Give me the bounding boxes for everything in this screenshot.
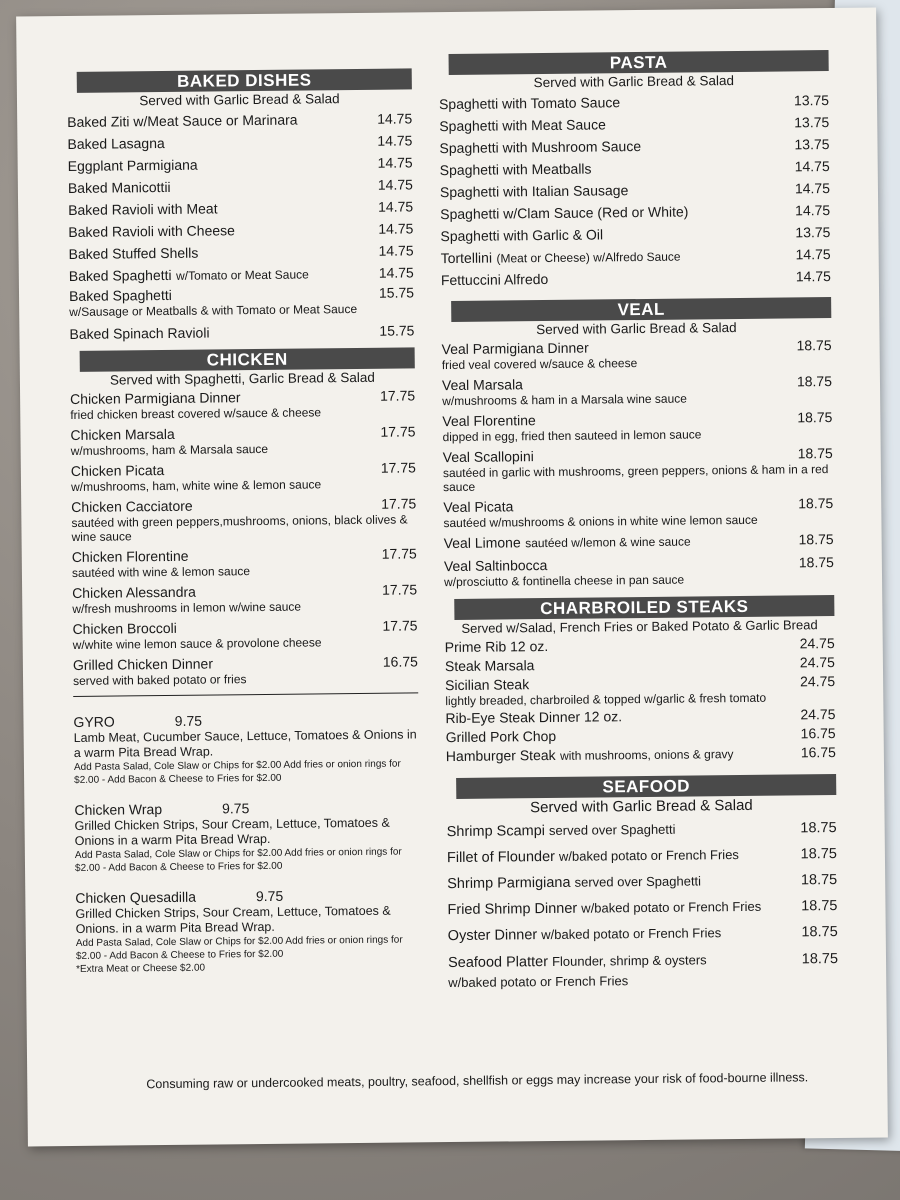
menu-item: Grilled Chicken Dinner 16.75 served with baked potato or fries — [72, 653, 418, 688]
menu-item: Baked Spaghetti 15.75 w/Sausage or Meatballs & with Tomato or Meat Sauce — [68, 284, 415, 319]
menu-item: Chicken Parmigiana Dinner 17.75 fried chicken breast covered w/sauce & cheese — [70, 387, 416, 422]
menu-item: Baked Spinach Ravioli 15.75 — [69, 322, 415, 342]
menu-item: Seafood Platter Flounder, shrimp & oysters w/baked potato or French Fries 18.75 — [447, 950, 839, 991]
menu-item: Sicilian Steak 24.75 lightly breaded, charbroiled & topped w/garlic & fresh tomato — [445, 672, 836, 709]
menu-item: Spaghetti with Italian Sausage 14.75 — [439, 180, 831, 201]
section-divider — [73, 692, 418, 697]
menu-item: Baked Lasagna 14.75 — [67, 132, 413, 153]
menu-item: Veal Parmigiana Dinner 18.75 fried veal covered w/sauce & cheese — [441, 337, 832, 373]
steaks-header: CHARBROILED STEAKS — [454, 595, 834, 620]
menu-item: Fried Shrimp Dinner w/baked potato or French Fries 18.75 — [447, 897, 838, 919]
seafood-list — [447, 815, 839, 993]
menu-item: Spaghetti with Tomato Sauce 13.75 — [438, 92, 830, 113]
pasta-header: PASTA — [449, 50, 829, 75]
steaks-list — [445, 634, 836, 766]
menu-item: GYRO 9.75 Lamb Meat, Cucumber Sauce, Lettuce, Tomatoes & Onions in a warm Pita Bread Wrap. Add Pasta Salad, Cole Slaw or Chips for $2.00 Add fries or onion rings for $2.00 - Add Bacon & Cheese to Fries for $2.00 — [73, 712, 417, 786]
menu-item: Baked Ziti w/Meat Sauce or Marinara 14.75 — [67, 110, 413, 131]
baked-dishes-subtitle: Served with Garlic Bread & Salad — [139, 91, 340, 109]
pasta-subtitle: Served with Garlic Bread & Salad — [533, 73, 735, 91]
baked-dishes-list — [67, 107, 414, 287]
menu-item: Veal Marsala 18.75 w/mushrooms & ham in a Marsala wine sauce — [441, 373, 833, 409]
menu-item: Chicken Wrap 9.75 Grilled Chicken Strips, Sour Cream, Lettuce, Tomatoes & Onions in a warm Pita Bread Wrap. Add Pasta Salad, Cole Slaw or Chips for $2.00 Add fries or onion rings for $2.00 - Add Bacon & Cheese to Fries for $2.00 — [74, 800, 402, 874]
menu-item: Veal Florentine 18.75 dipped in egg, fried then sauteed in lemon sauce — [442, 409, 833, 445]
seafood-header: SEAFOOD — [456, 774, 836, 799]
menu-item: Grilled Pork Chop 16.75 — [445, 724, 836, 746]
menu-item: Spaghetti with Meatballs 14.75 — [439, 158, 830, 179]
veal-subtitle: Served with Garlic Bread & Salad — [536, 320, 737, 338]
menu-item: Fettuccini Alfredo 14.75 — [440, 268, 831, 289]
menu-item: Tortellini (Meat or Cheese) w/Alfredo Sauce 14.75 — [440, 246, 831, 267]
menu-item: Hamburger Steak with mushrooms, onions & gravy 16.75 — [445, 743, 836, 765]
menu-item: Baked Ravioli with Meat 14.75 — [68, 198, 414, 218]
chicken-subtitle: Served with Spaghetti, Garlic Bread & Salad — [109, 369, 375, 388]
menu-item: Spaghetti w/Clam Sauce (Red or White) 14.75 — [440, 202, 831, 223]
menu-item: Shrimp Parmigiana served over Spaghetti 18.75 — [447, 871, 838, 893]
menu-item: Veal Limone sautéed w/lemon & wine sauce 18.75 — [443, 531, 834, 552]
chicken-list — [70, 386, 418, 688]
baked-dishes-header: BAKED DISHES — [77, 68, 412, 93]
menu-item: Spaghetti with Mushroom Sauce 13.75 — [439, 136, 830, 157]
left-column — [67, 68, 422, 990]
menu-item: Prime Rib 12 oz. 24.75 — [444, 634, 835, 656]
menu-item: Chicken Florentine 17.75 sautéed with wine & lemon sauce — [71, 545, 417, 580]
menu-item: Fillet of Flounder w/baked potato or French Fries 18.75 — [446, 845, 838, 867]
menu-item: Baked Manicottii 14.75 — [67, 176, 413, 197]
pasta-list — [439, 89, 831, 291]
menu-item: Chicken Cacciatore 17.75 sautéed with green peppers,mushrooms, onions, black olives & wine sauce — [71, 495, 417, 544]
veal-header: VEAL — [451, 297, 831, 322]
menu-item: Veal Scallopini 18.75 sautéed in garlic with mushrooms, green peppers, onions & ham in a red sauce — [442, 445, 833, 495]
menu-item: Chicken Picata 17.75 w/mushrooms, ham, white wine & lemon sauce — [70, 459, 416, 494]
menu-item: Chicken Broccoli 17.75 w/white wine lemon sauce & provolone cheese — [72, 617, 418, 652]
menu-item: Veal Picata 18.75 sautéed w/mushrooms & onions in white wine lemon sauce — [443, 495, 834, 531]
menu-item: Eggplant Parmigiana 14.75 — [67, 154, 413, 175]
wraps-list — [73, 709, 421, 976]
menu-item: Spaghetti with Garlic & Oil 13.75 — [440, 224, 831, 245]
menu-item: Spaghetti with Meat Sauce 13.75 — [439, 114, 830, 135]
chicken-header: CHICKEN — [80, 347, 415, 372]
menu-item: Baked Ravioli with Cheese 14.75 — [68, 220, 414, 240]
menu-item: Oyster Dinner w/baked potato or French Fries 18.75 — [447, 923, 838, 945]
food-safety-disclaimer: Consuming raw or undercooked meats, poultry, seafood, shellfish or eggs may increase your risk of food-bourne illness. — [146, 1070, 809, 1092]
steaks-subtitle: Served w/Salad, French Fries or Baked Potato & Garlic Bread — [461, 617, 818, 636]
menu-item: Chicken Quesadilla 9.75 Grilled Chicken Strips, Sour Cream, Lettuce, Tomatoes & Onions. in a warm Pita Bread Wrap. Add Pasta Salad, Cole Slaw or Chips for $2.00 Add fries or onion rings for $2.00 - Add Bacon & Cheese to Fries for $2.00 *Extra Meat or Cheese $2.00 — [75, 887, 403, 975]
menu-item: Shrimp Scampi served over Spaghetti 18.75 — [446, 819, 837, 841]
menu-item: Chicken Alessandra 17.75 w/fresh mushrooms in lemon w/wine sauce — [72, 581, 418, 616]
menu-page — [16, 8, 888, 1147]
right-column — [439, 50, 839, 993]
menu-item: Chicken Marsala 17.75 w/mushrooms, ham & Marsala sauce — [70, 423, 416, 458]
menu-item: Rib-Eye Steak Dinner 12 oz. 24.75 — [445, 705, 836, 727]
veal-list — [442, 336, 835, 589]
menu-item: Baked Spaghetti w/Tomato or Meat Sauce 14.75 — [68, 264, 414, 284]
menu-item: Steak Marsala 24.75 — [444, 653, 835, 675]
seafood-subtitle: Served with Garlic Bread & Salad — [530, 796, 753, 817]
menu-item: Veal Saltinbocca 18.75 w/prosciutto & fontinella cheese in pan sauce — [443, 554, 834, 590]
menu-item: Baked Stuffed Shells 14.75 — [68, 242, 414, 262]
